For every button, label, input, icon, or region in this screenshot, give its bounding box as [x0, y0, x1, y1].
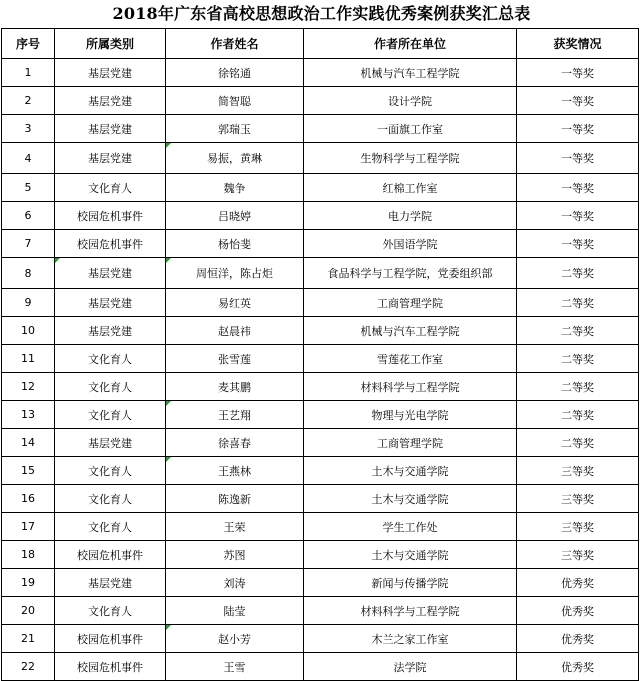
row-author: 徐喜春: [166, 429, 304, 457]
table-row: [2, 625, 639, 653]
table-body: [2, 59, 639, 681]
table-row: [2, 653, 639, 681]
row-category: 校园危机事件: [55, 230, 166, 258]
row-award: 一等奖: [517, 230, 639, 258]
row-award: 一等奖: [517, 59, 639, 87]
row-award: 一等奖: [517, 174, 639, 202]
table-row: [2, 258, 639, 289]
table-row: [2, 202, 639, 230]
row-number: 21: [2, 625, 55, 653]
row-award: 三等奖: [517, 485, 639, 513]
row-author: 赵晨祎: [166, 317, 304, 345]
table-row: [2, 230, 639, 258]
row-category: 文化育人: [55, 485, 166, 513]
row-award: 二等奖: [517, 258, 639, 289]
row-author: 赵小芳: [166, 625, 304, 653]
row-number: 19: [2, 569, 55, 597]
row-author: 苏图: [166, 541, 304, 569]
row-award: 三等奖: [517, 457, 639, 485]
row-author: 王燕林: [166, 457, 304, 485]
row-number: 1: [2, 59, 55, 87]
row-unit: 材料科学与工程学院: [304, 373, 517, 401]
row-award: 三等奖: [517, 513, 639, 541]
row-award: 一等奖: [517, 143, 639, 174]
row-award: 一等奖: [517, 115, 639, 143]
row-award: 一等奖: [517, 87, 639, 115]
row-unit: 工商管理学院: [304, 429, 517, 457]
row-award: 优秀奖: [517, 653, 639, 681]
row-award: 二等奖: [517, 289, 639, 317]
row-unit: 物理与光电学院: [304, 401, 517, 429]
row-category: 基层党建: [55, 317, 166, 345]
row-category: 文化育人: [55, 513, 166, 541]
row-unit: 生物科学与工程学院: [304, 143, 517, 174]
row-unit: 土木与交通学院: [304, 485, 517, 513]
row-number: 12: [2, 373, 55, 401]
table-row: [2, 569, 639, 597]
row-category: 校园危机事件: [55, 625, 166, 653]
row-author: 魏争: [166, 174, 304, 202]
row-category: 文化育人: [55, 345, 166, 373]
row-unit: 机械与汽车工程学院: [304, 317, 517, 345]
row-unit: 土木与交通学院: [304, 541, 517, 569]
row-author: 王雪: [166, 653, 304, 681]
row-unit: 电力学院: [304, 202, 517, 230]
row-number: 2: [2, 87, 55, 115]
row-category: 基层党建: [55, 258, 166, 289]
row-author: 简智聪: [166, 87, 304, 115]
table-header-row: [2, 29, 639, 59]
row-number: 10: [2, 317, 55, 345]
row-category: 基层党建: [55, 429, 166, 457]
table-row: [2, 429, 639, 457]
row-category: 基层党建: [55, 59, 166, 87]
table-row: [2, 457, 639, 485]
header-category: 所属类别: [55, 29, 166, 59]
row-author: 易振，黄琳: [166, 143, 304, 174]
row-author: 麦其鹏: [166, 373, 304, 401]
row-unit: 学生工作处: [304, 513, 517, 541]
row-number: 17: [2, 513, 55, 541]
row-author: 王荣: [166, 513, 304, 541]
header-award: 获奖情况: [517, 29, 639, 59]
row-category: 基层党建: [55, 143, 166, 174]
table-row: [2, 345, 639, 373]
table-row: [2, 174, 639, 202]
table-row: [2, 401, 639, 429]
row-category: 文化育人: [55, 457, 166, 485]
row-category: 文化育人: [55, 373, 166, 401]
row-number: 9: [2, 289, 55, 317]
row-unit: 机械与汽车工程学院: [304, 59, 517, 87]
row-number: 16: [2, 485, 55, 513]
row-unit: 材料科学与工程学院: [304, 597, 517, 625]
row-number: 18: [2, 541, 55, 569]
header-no: 序号: [2, 29, 55, 59]
row-number: 22: [2, 653, 55, 681]
row-number: 13: [2, 401, 55, 429]
row-author: 陈逸新: [166, 485, 304, 513]
row-number: 4: [2, 143, 55, 174]
row-award: 二等奖: [517, 401, 639, 429]
table-row: [2, 115, 639, 143]
row-category: 文化育人: [55, 597, 166, 625]
row-unit: 红棉工作室: [304, 174, 517, 202]
row-category: 校园危机事件: [55, 541, 166, 569]
row-award: 优秀奖: [517, 569, 639, 597]
header-author: 作者姓名: [166, 29, 304, 59]
row-award: 二等奖: [517, 373, 639, 401]
row-award: 优秀奖: [517, 597, 639, 625]
row-unit: 一面旗工作室: [304, 115, 517, 143]
row-category: 文化育人: [55, 174, 166, 202]
table-row: [2, 289, 639, 317]
table-row: [2, 143, 639, 174]
row-unit: 外国语学院: [304, 230, 517, 258]
row-category: 文化育人: [55, 401, 166, 429]
row-category: 基层党建: [55, 87, 166, 115]
row-author: 刘涛: [166, 569, 304, 597]
table-row: [2, 317, 639, 345]
page-title: 2018年广东省高校思想政治工作实践优秀案例获奖汇总表: [112, 4, 531, 23]
row-category: 校园危机事件: [55, 202, 166, 230]
row-author: 张雪莲: [166, 345, 304, 373]
row-unit: 食品科学与工程学院，党委组织部: [304, 258, 517, 289]
row-author: 王艺翔: [166, 401, 304, 429]
row-unit: 雪莲花工作室: [304, 345, 517, 373]
row-author: 徐铭通: [166, 59, 304, 87]
row-unit: 工商管理学院: [304, 289, 517, 317]
row-category: 基层党建: [55, 569, 166, 597]
row-number: 6: [2, 202, 55, 230]
row-number: 7: [2, 230, 55, 258]
row-unit: 新闻与传播学院: [304, 569, 517, 597]
row-category: 校园危机事件: [55, 653, 166, 681]
awards-table: [1, 28, 639, 681]
row-award: 优秀奖: [517, 625, 639, 653]
table-row: [2, 87, 639, 115]
row-unit: 法学院: [304, 653, 517, 681]
table-row: [2, 485, 639, 513]
row-author: 周恒洋，陈占炬: [166, 258, 304, 289]
row-number: 14: [2, 429, 55, 457]
row-category: 基层党建: [55, 289, 166, 317]
table-row: [2, 59, 639, 87]
row-number: 15: [2, 457, 55, 485]
row-number: 8: [2, 258, 55, 289]
row-number: 20: [2, 597, 55, 625]
row-author: 陆莹: [166, 597, 304, 625]
row-award: 二等奖: [517, 317, 639, 345]
table-row: [2, 373, 639, 401]
row-unit: 设计学院: [304, 87, 517, 115]
table-row: [2, 597, 639, 625]
row-award: 三等奖: [517, 541, 639, 569]
row-unit: 土木与交通学院: [304, 457, 517, 485]
row-number: 5: [2, 174, 55, 202]
row-author: 郭瑞玉: [166, 115, 304, 143]
row-number: 11: [2, 345, 55, 373]
row-author: 易红英: [166, 289, 304, 317]
row-award: 一等奖: [517, 202, 639, 230]
table-row: [2, 541, 639, 569]
row-unit: 木兰之家工作室: [304, 625, 517, 653]
row-award: 二等奖: [517, 429, 639, 457]
row-category: 基层党建: [55, 115, 166, 143]
row-award: 二等奖: [517, 345, 639, 373]
table-row: [2, 513, 639, 541]
row-author: 杨怡斐: [166, 230, 304, 258]
header-unit: 作者所在单位: [304, 29, 517, 59]
row-number: 3: [2, 115, 55, 143]
row-author: 吕晓婷: [166, 202, 304, 230]
